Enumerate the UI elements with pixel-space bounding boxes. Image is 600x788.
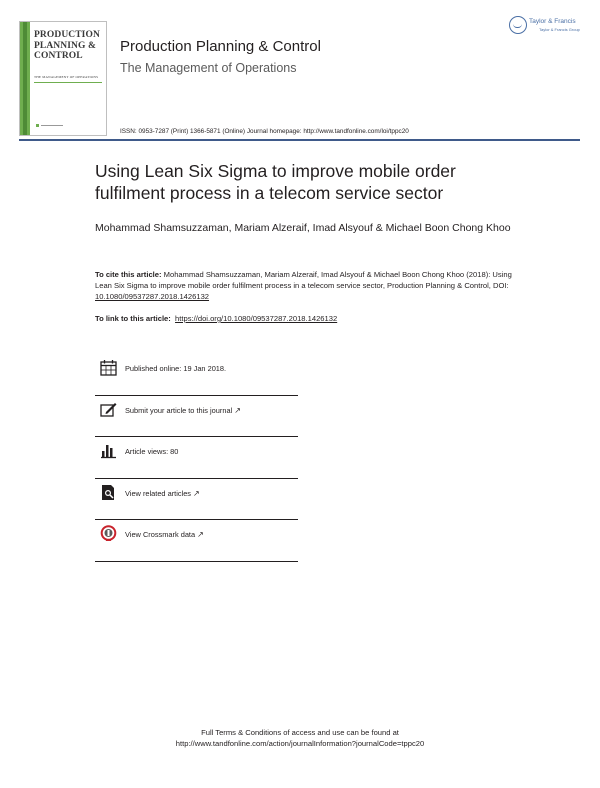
cover-title: PRODUCTION PLANNING & CONTROL — [34, 30, 100, 61]
journal-title: Production Planning & Control — [120, 38, 321, 55]
article-link-line — [95, 314, 337, 323]
submit-article-text[interactable] — [125, 406, 241, 415]
article-link-label: To link to this article: — [95, 314, 171, 323]
edit-icon — [100, 401, 117, 418]
footer-terms-link[interactable]: http://www.tandfonline.com/action/journalInformation?journalCode=tppc20 — [175, 739, 425, 748]
footer — [0, 727, 600, 749]
citation-doi-link[interactable]: 10.1080/09537287.2018.1426132 — [95, 291, 210, 301]
calendar-icon — [100, 359, 117, 376]
issn-text: ISSN: 0953-7287 (Print) 1366-5871 (Online) Journal homepage: — [120, 128, 304, 135]
cover-subtitle: THE MANAGEMENT OF OPERATIONS — [34, 75, 99, 79]
crossmark-text[interactable] — [125, 530, 204, 539]
related-articles-text[interactable] — [125, 489, 200, 498]
related-articles-label: View related articles — [125, 488, 191, 498]
citation-text: Mohammad Shamsuzzaman, Mariam Alzeraif, Imad Alsyouf & Michael Boon Chong Khoo (2018): Using Lean Six Sigma to improve mobile order fulfilment process in a telecom service sector, Production Planning & Control, DOI: — [95, 270, 512, 290]
citation-label: To cite this article: — [95, 270, 162, 279]
article-info-list — [95, 354, 298, 562]
article-views-text: Article views: 80 — [125, 447, 179, 456]
article-authors: Mohammad Shamsuzzaman, Mariam Alzeraif, Imad Alsyouf & Michael Boon Chong Khoo — [95, 222, 511, 234]
submit-article-row[interactable] — [95, 396, 298, 438]
journal-homepage-link[interactable]: http://www.tandfonline.com/loi/tppc20 — [303, 128, 409, 135]
related-articles-row[interactable] — [95, 479, 298, 521]
published-online-row — [95, 354, 298, 396]
crossmark-icon — [100, 525, 117, 542]
footer-terms-text: Full Terms & Conditions of access and use can be found at — [201, 728, 399, 737]
citation-block — [95, 270, 525, 302]
header-divider — [19, 139, 580, 141]
external-link-icon: ↗ — [234, 405, 241, 415]
cover-divider — [34, 82, 102, 83]
publisher-logo-text: Taylor & Francis — [529, 18, 576, 25]
cover-publisher-mark — [36, 124, 76, 127]
cover-color-band-inner — [23, 22, 27, 135]
crossmark-row[interactable] — [95, 520, 298, 562]
article-views-row — [95, 437, 298, 479]
issn-line — [120, 128, 409, 135]
publisher-logo-subtext: Taylor & Francis Group — [539, 27, 580, 32]
related-articles-icon — [100, 484, 117, 501]
bar-chart-icon — [100, 442, 117, 459]
external-link-icon: ↗ — [197, 530, 204, 539]
external-link-icon: ↗ — [193, 488, 200, 498]
article-title: Using Lean Six Sigma to improve mobile order fulfilment process in a telecom service sector — [95, 161, 456, 203]
publisher-logo-icon — [509, 16, 527, 34]
article-doi-link[interactable]: https://doi.org/10.1080/09537287.2018.1426132 — [175, 314, 338, 323]
journal-cover-image — [19, 21, 107, 136]
crossmark-label: View Crossmark data — [125, 530, 196, 539]
published-online-text: Published online: 19 Jan 2018. — [125, 364, 227, 373]
submit-article-label: Submit your article to this journal — [125, 405, 233, 415]
journal-subtitle: The Management of Operations — [120, 61, 297, 75]
publisher-logo[interactable] — [509, 16, 587, 38]
